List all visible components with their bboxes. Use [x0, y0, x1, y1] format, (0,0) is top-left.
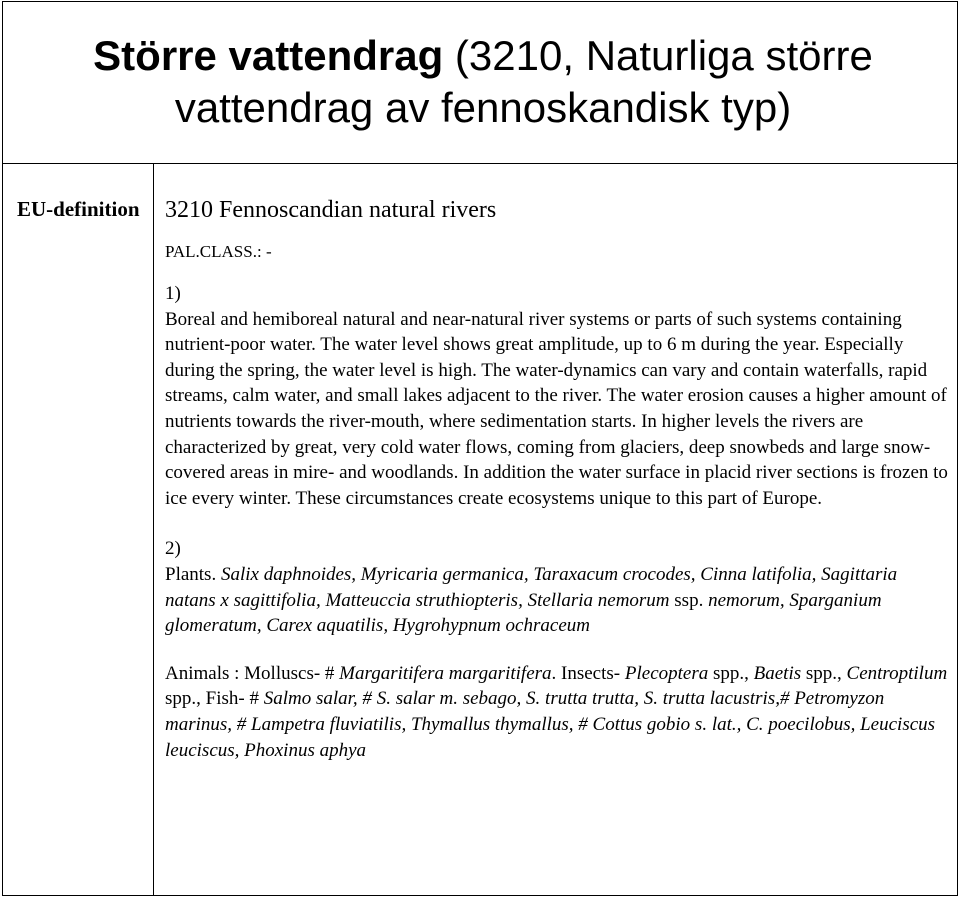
- animals-insects: . Insects-: [551, 662, 625, 684]
- plants-species-1: Salix daphnoides, Myricaria germanica, Taraxacum crocodes, Cinna latifolia, Sagittaria natans x sagittifolia, Matteuccia struthiopteris, Stellaria nemorum: [165, 563, 898, 611]
- plants-species-2: nemorum, Sparganium glomeratum, Carex aquatilis, Hygrohypnum ochraceum: [165, 589, 882, 637]
- animals-salmo: Salmo salar, #: [263, 688, 372, 710]
- animals-petromyzon: Petromyzon marinus, # Lampetra fluviatilis, Thymallus thymallus, # Cottus gobio s. lat., C. poecilobus, Leuciscus leuciscus, Phoxinus aphya: [165, 688, 936, 761]
- animals-spp-3: spp., Fish- #: [165, 688, 264, 710]
- animals-baetis: Baetis: [753, 662, 802, 684]
- definition-content: [165, 195, 950, 763]
- row-label: EU-definition: [17, 197, 140, 221]
- animals-s-salar: S. salar m. sebago, S. trutta trutta, S. trutta lacustris,#: [371, 688, 790, 710]
- table-top-divider: [2, 163, 958, 164]
- section-1-text: Boreal and hemiboreal natural and near-natural river systems or parts of such systems containing nutrient-poor water. The water level shows great amplitude, up to 6 m during the year. Especially during the spring, the water level is high. The water-dynamics can vary and contain waterfalls, rapid streams, calm water, and small lakes adjacent to the river. The water erosion causes a higher amount of nutrients towards the river-mouth, where sedimentation starts. In higher levels the rivers are characterized by great, very cold water flows, coming from glaciers, deep snowbeds and large snow-covered areas in mire- and woodlands. In addition the water surface in placid river sections is frozen to ice every winter. These circumstances create ecosystems unique to this part of Europe.: [165, 308, 948, 509]
- animals-paragraph: [165, 661, 950, 763]
- plants-label: Plants.: [165, 563, 221, 585]
- animals-plecoptera: Plecoptera: [624, 662, 709, 684]
- animals-spp-2: spp.,: [801, 662, 847, 684]
- habitat-heading: 3210 Fennoscandian natural rivers: [165, 197, 497, 223]
- section-1-marker: 1): [165, 283, 181, 304]
- animals-centroptilum: Centroptilum: [846, 662, 948, 684]
- section-2-marker: 2): [165, 538, 181, 560]
- plants-paragraph: [165, 562, 950, 639]
- table-column-divider: [153, 163, 154, 896]
- animals-margaritifera: Margaritifera margaritifera: [339, 662, 552, 684]
- plants-ssp: ssp.: [669, 589, 704, 611]
- animals-comma-1: ,: [744, 662, 754, 684]
- title-bold: Större vattendrag: [93, 32, 444, 79]
- page-title: [18, 30, 948, 134]
- pal-class: PAL.CLASS.: -: [165, 242, 272, 261]
- animals-spp-1: spp.: [708, 662, 745, 684]
- title-rest: (3210, Naturliga större vattendrag av fennoskandisk typ): [174, 32, 873, 131]
- animals-label: Animals : Molluscs- #: [165, 662, 340, 684]
